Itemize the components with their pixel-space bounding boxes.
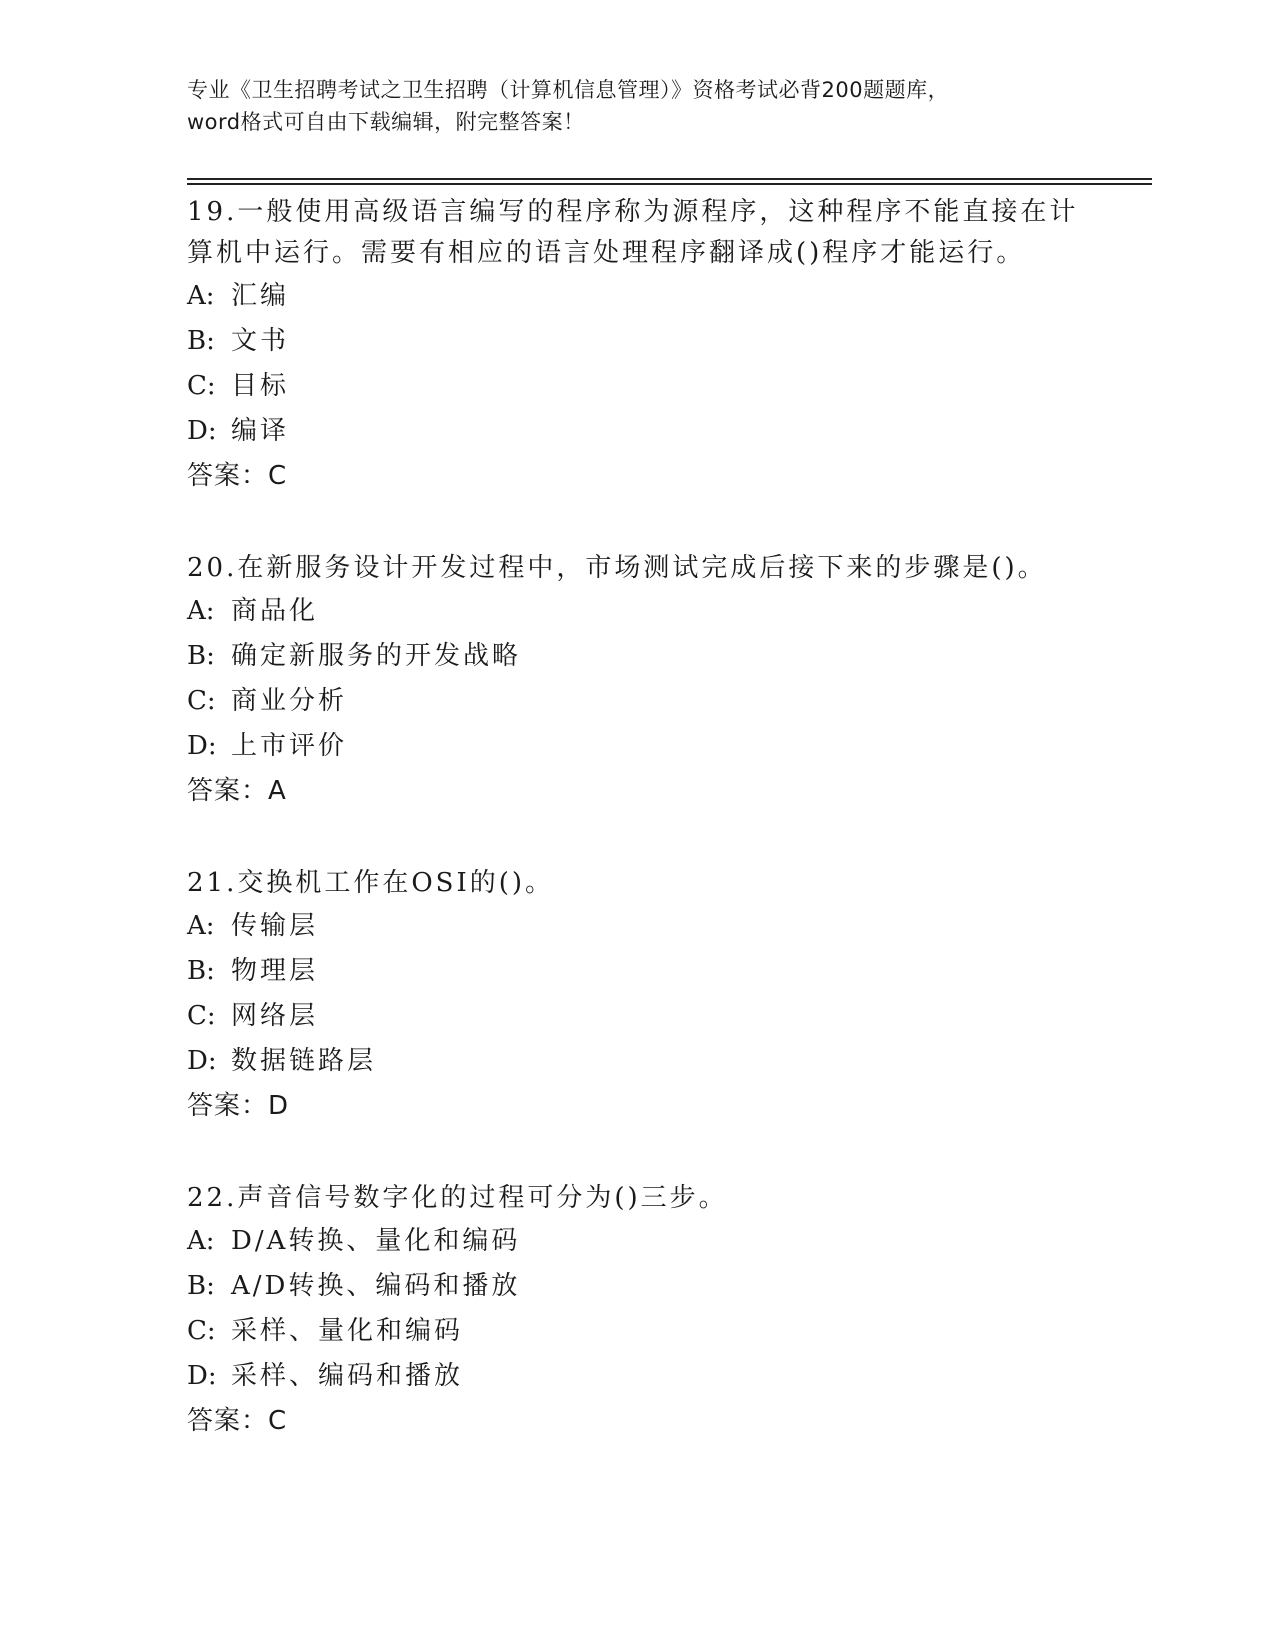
question-spacer [187,1129,1147,1176]
question-stem-line: 算机中运行。需要有相应的语言处理程序翻译成()程序才能运行。 [187,238,1026,268]
option-text: 物理层 [231,956,319,986]
question-stem [187,1176,1147,1219]
option-letter: D: [187,731,217,761]
option-a [187,904,1147,949]
option-text: 数据链路层 [231,1046,377,1076]
option-b [187,319,1147,364]
option-d [187,409,1147,454]
answer-line: 答案：D [187,1091,290,1121]
option-b [187,949,1147,994]
option-letter: A: [187,281,215,311]
header-divider-bottom [187,183,1152,185]
option-text: 采样、编码和播放 [231,1361,464,1391]
option-letter: A: [187,911,215,941]
option-c [187,364,1147,409]
question-stem-line: 20.在新服务设计开发过程中，市场测试完成后接下来的步骤是()。 [187,553,1047,583]
option-a [187,1219,1147,1264]
option-text: 网络层 [231,1001,319,1031]
option-text: A/D转换、编码和播放 [231,1271,521,1301]
option-text: 确定新服务的开发战略 [231,641,522,671]
answer-line: 答案：C [187,461,288,491]
option-letter: B: [187,641,215,671]
option-letter: A: [187,596,215,626]
option-text: 编译 [231,416,290,446]
option-d [187,1354,1147,1399]
option-a [187,274,1147,319]
option-letter: C: [187,1316,216,1346]
option-letter: B: [187,326,215,356]
question-stem-line: 19.一般使用高级语言编写的程序称为源程序，这种程序不能直接在计 [187,197,1079,227]
option-c [187,1309,1147,1354]
question-stem [187,546,1147,589]
header-title-line2: word格式可自由下载编辑，附完整答案！ [187,110,585,134]
option-d [187,1039,1147,1084]
option-letter: D: [187,416,217,446]
question-19 [187,190,1147,499]
question-20 [187,546,1147,814]
option-letter: B: [187,956,215,986]
option-d [187,724,1147,769]
option-text: 汇编 [231,281,290,311]
answer-line: 答案：C [187,1406,288,1436]
option-text: 采样、量化和编码 [231,1316,464,1346]
option-letter: B: [187,1271,215,1301]
option-letter: A: [187,1226,215,1256]
option-a [187,589,1147,634]
question-stem [187,861,1147,904]
question-stem [187,190,1147,274]
option-text: 文书 [231,326,290,356]
option-text: 商业分析 [231,686,348,716]
option-text: 商品化 [231,596,319,626]
option-text: D/A转换、量化和编码 [231,1226,521,1256]
header-divider-top [187,178,1152,180]
option-letter: C: [187,1001,216,1031]
option-letter: D: [187,1361,217,1391]
option-text: 目标 [231,371,290,401]
answer-line: 答案：A [187,776,287,806]
question-spacer [187,499,1147,546]
option-letter: C: [187,371,216,401]
option-c [187,994,1147,1039]
question-stem-line: 21.交换机工作在OSI的()。 [187,868,555,898]
option-text: 上市评价 [231,731,348,761]
option-c [187,679,1147,724]
option-text: 传输层 [231,911,319,941]
question-22 [187,1176,1147,1444]
header-title-line1: 专业《卫生招聘考试之卫生招聘（计算机信息管理）》资格考试必背200题题库， [187,78,950,102]
question-list [187,190,1147,1444]
question-spacer [187,814,1147,861]
option-letter: D: [187,1046,217,1076]
option-letter: C: [187,686,216,716]
question-21 [187,861,1147,1129]
option-b [187,1264,1147,1309]
question-stem-line: 22.声音信号数字化的过程可分为()三步。 [187,1183,728,1213]
document-header [187,74,1117,138]
option-b [187,634,1147,679]
